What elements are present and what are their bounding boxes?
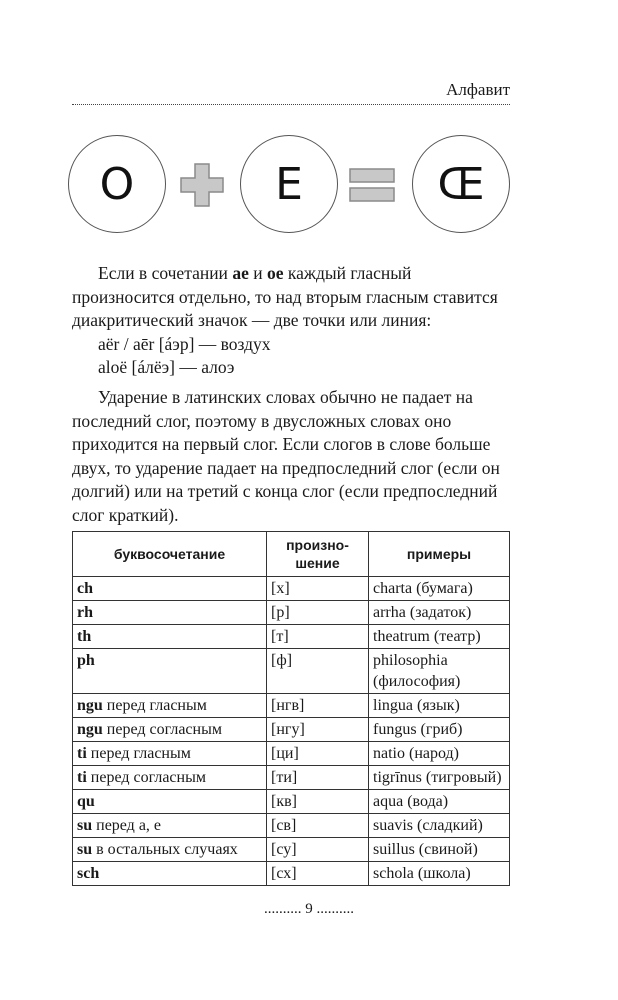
paragraph-diaeresis (72, 262, 510, 380)
table-row (73, 577, 510, 601)
example-cell: lingua (язык) (369, 694, 510, 718)
combination-cell: ch (73, 577, 267, 601)
pronunciation-cell: [р] (267, 601, 369, 625)
header-combination: буквосочетание (73, 532, 267, 577)
combination-cell: ngu перед гласным (73, 694, 267, 718)
combination-cell: ti перед согласным (73, 766, 267, 790)
diaeresis-text: Если в сочетании ae и oe каждый гласный произносится отдельно, то над вторым гласным ставится диакритический значок — две точки или линия: (72, 263, 498, 330)
pronunciation-cell: [нгу] (267, 718, 369, 742)
example-cell: fungus (гриб) (369, 718, 510, 742)
combination-cell: ph (73, 649, 267, 694)
pronunciation-cell: [ти] (267, 766, 369, 790)
page-number: .......... 9 .......... (264, 901, 354, 917)
table-row (73, 838, 510, 862)
example-line: aёr / aēr [áэр] — воздух (98, 333, 271, 354)
example-cell: arrha (задаток) (369, 601, 510, 625)
header-examples: примеры (369, 532, 510, 577)
ligature-oe-circle: Œ (412, 135, 510, 233)
header-pronunciation: произно-шение (267, 532, 369, 577)
example-cell: suavis (сладкий) (369, 814, 510, 838)
combination-cell: ti перед гласным (73, 742, 267, 766)
table-row (73, 766, 510, 790)
ligature-formula (68, 135, 512, 235)
combination-cell: qu (73, 790, 267, 814)
pronunciation-cell: [кв] (267, 790, 369, 814)
plus-icon (178, 161, 226, 209)
combination-cell: su перед a, e (73, 814, 267, 838)
table-header-row (73, 532, 510, 577)
table-row (73, 742, 510, 766)
letter-e-circle: E (240, 135, 338, 233)
pronunciation-cell: [т] (267, 625, 369, 649)
combination-cell: su в остальных случаях (73, 838, 267, 862)
header-dotted-rule (72, 104, 510, 105)
example-cell: schola (школа) (369, 862, 510, 886)
pronunciation-cell: [нгв] (267, 694, 369, 718)
combination-cell: th (73, 625, 267, 649)
example-cell: theatrum (театр) (369, 625, 510, 649)
pronunciation-cell: [ци] (267, 742, 369, 766)
letter-o-circle: O (68, 135, 166, 233)
example-cell: philosophia (философия) (369, 649, 510, 694)
table-row (73, 862, 510, 886)
letter-combination-table (72, 531, 510, 886)
pronunciation-cell: [св] (267, 814, 369, 838)
example-cell: natio (народ) (369, 742, 510, 766)
pronunciation-cell: [ф] (267, 649, 369, 694)
equals-icon (348, 165, 396, 205)
paragraph-stress: Ударение в латинских словах обычно не падает на последний слог, поэтому в двусложных словах оно приходится на первый слог. Если слогов в слове больше двух, то ударение падает на предпоследний слог (если он долгий) или на третий с конца слог (если предпоследний слог краткий). (72, 387, 500, 525)
table-row (73, 790, 510, 814)
table-row (73, 718, 510, 742)
table-row (73, 649, 510, 694)
combination-cell: sch (73, 862, 267, 886)
table-row (73, 625, 510, 649)
table-row (73, 601, 510, 625)
pronunciation-cell: [х] (267, 577, 369, 601)
example-cell: suillus (свиной) (369, 838, 510, 862)
combination-cell: ngu перед согласным (73, 718, 267, 742)
pronunciation-cell: [сх] (267, 862, 369, 886)
combination-cell: rh (73, 601, 267, 625)
table-row (73, 694, 510, 718)
example-line: aloё [áлёэ] — алоэ (98, 357, 235, 377)
running-header: Алфавит (446, 80, 510, 99)
table-row (73, 814, 510, 838)
example-cell: tigrīnus (тигровый) (369, 766, 510, 790)
example-cell: charta (бумага) (369, 577, 510, 601)
pronunciation-cell: [су] (267, 838, 369, 862)
example-cell: aqua (вода) (369, 790, 510, 814)
